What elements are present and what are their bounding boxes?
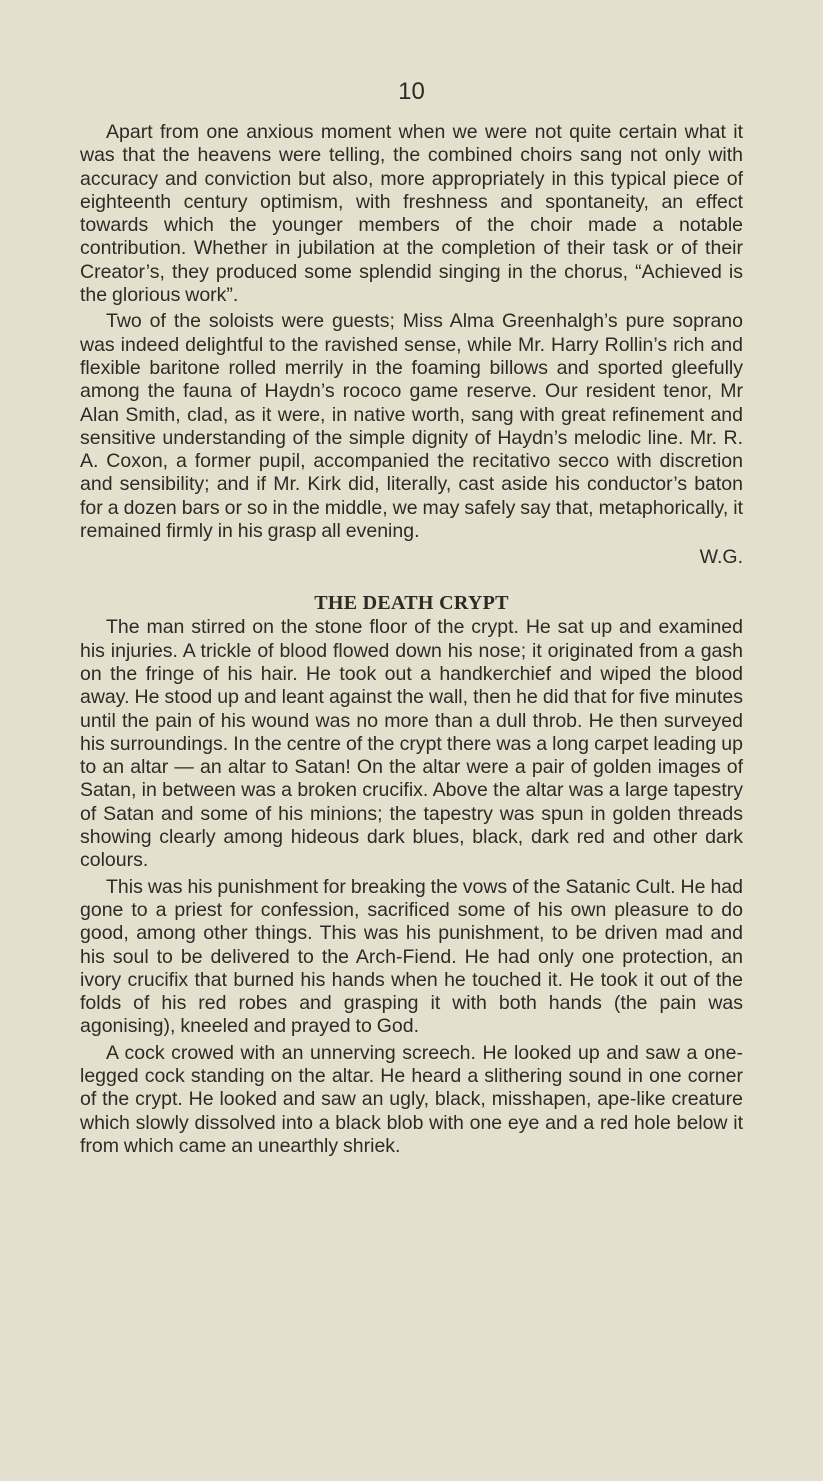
concert-review: [80, 121, 743, 569]
story-paragraph-2: This was his punishment for breaking the vows of the Satanic Cult. He had gone to a priest for confession, sacrificed some of his own pleasure to do good, among other things. This was his punishment, to be driven mad and his soul to be delivered to the Arch-Fiend. He had only one protection, an ivory crucifix that burned his hands when he touched it. He took it out of the folds of his red robes and grasping it with both hands (the pain was agonising), kneeled and prayed to God.: [80, 875, 743, 1038]
page-number: 10: [398, 78, 425, 105]
article-body: [80, 121, 743, 1158]
review-paragraph-2: Two of the soloists were guests; Miss Alma Greenhalgh’s pure soprano was indeed delightful to the ravished sense, while Mr. Harry Rollin’s rich and flexible baritone rolled merrily in the foaming billows and sported gleefully among the fauna of Haydn’s rococo game reserve. Our resident tenor, Mr Alan Smith, clad, as it were, in native worth, sang with great refinement and sensitive understanding of the simple dignity of Haydn’s melodic line. Mr. R. A. Coxon, a former pupil, accompanied the recitativo secco with discretion and sensibility; and if Mr. Kirk did, literally, cast aside his conductor’s baton for a dozen bars or so in the middle, we may safely say that, metaphorically, it remained firmly in his grasp all evening.: [80, 310, 743, 543]
story-section: [80, 591, 743, 1158]
story-paragraph-1: The man stirred on the stone floor of the crypt. He sat up and examined his injuries. A trickle of blood flowed down his nose; it originated from a gash on the fringe of his hair. He took out a handkerchief and wiped the blood away. He stood up and leant against the wall, then he did that for five minutes until the pain of his wound was no more than a dull throb. He then surveyed his surroundings. In the centre of the crypt there was a long carpet leading up to an altar — an altar to Satan! On the altar were a pair of golden images of Satan, in between was a broken crucifix. Above the altar was a large tapestry of Satan and some of his minions; the tapestry was spun in golden threads showing clearly among hideous dark blues, black, dark red and other dark colours.: [80, 616, 743, 872]
review-signature: W.G.: [699, 546, 743, 569]
story-paragraph-3: A cock crowed with an unnerving screech. He looked up and saw a one-legged cock standing on the altar. He heard a slithering sound in one corner of the crypt. He looked and saw an ugly, black, misshapen, ape-like creature which slowly dissolved into a black blob with one eye and a red hole below it from which came an unearthly shriek.: [80, 1041, 743, 1157]
story-title: THE DEATH CRYPT: [314, 592, 509, 615]
review-paragraph-1: Apart from one anxious moment when we were not quite certain what it was that the heavens were telling, the combined choirs sang not only with accuracy and conviction but also, more appropriately in this typical piece of eighteenth century optimism, with freshness and spontaneity, an effect towards which the younger members of the choir made a notable contribution. Whether in jubilation at the completion of their task or of their Creator’s, they produced some splendid singing in the chorus, “Achieved is the glorious work”.: [80, 121, 743, 307]
